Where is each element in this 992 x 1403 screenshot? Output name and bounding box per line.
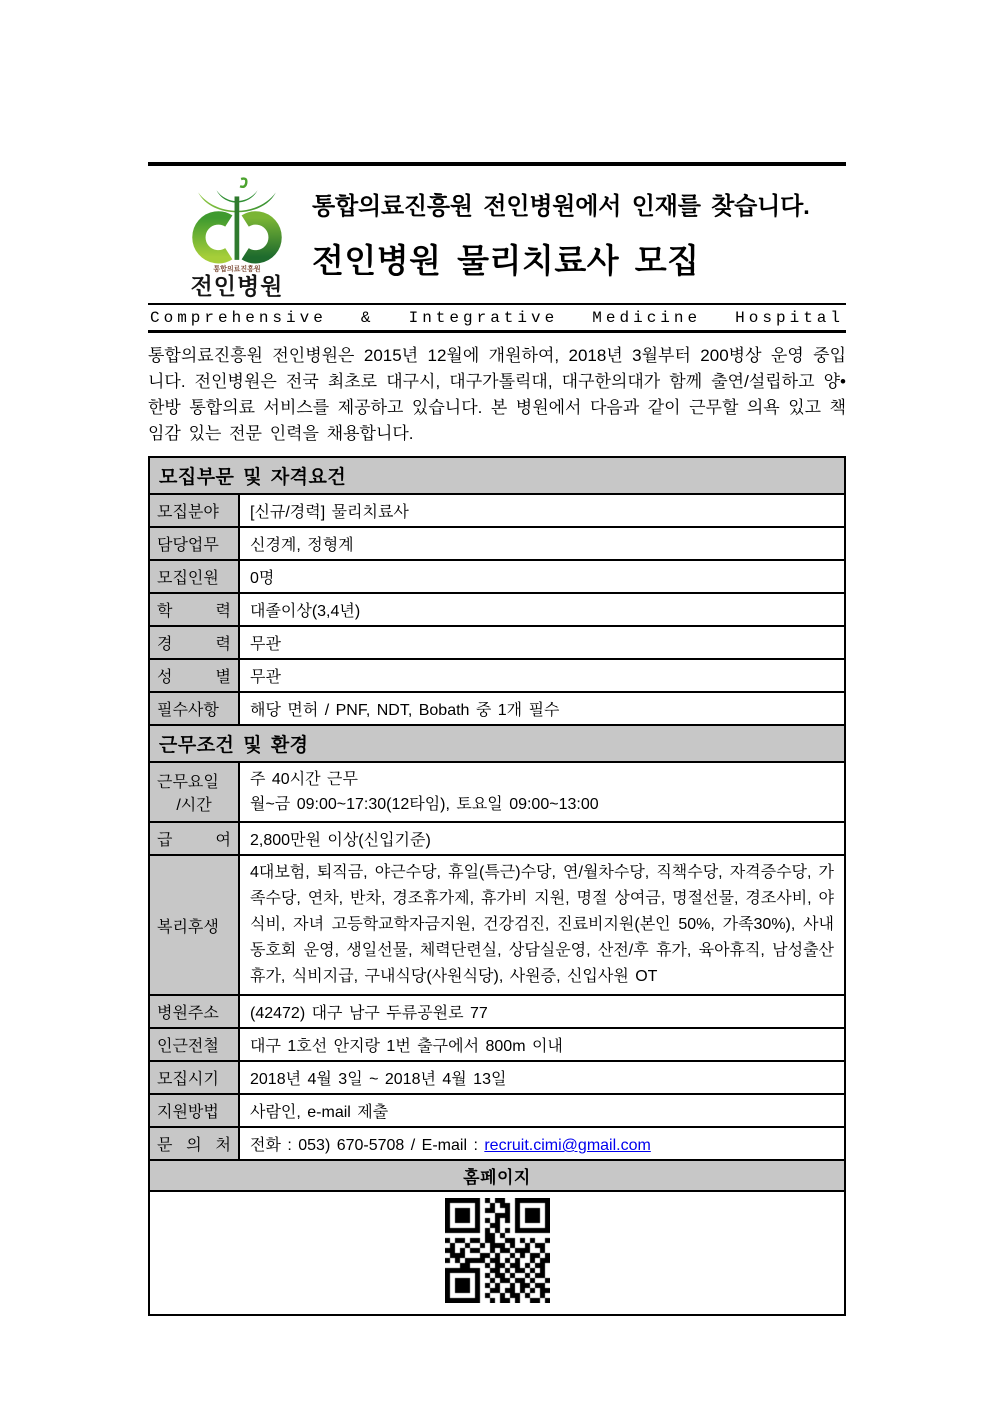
row-label: 모집분야 (149, 494, 239, 527)
masthead (148, 166, 846, 301)
row-value: 2,800만원 이상(신입기준) (239, 822, 845, 855)
row-label-line1: 근무요일 (157, 774, 219, 791)
row-value-line2: 월~금 09:00~17:30(12타임), 토요일 09:00~13:00 (250, 796, 599, 813)
row-label: 필수사항 (149, 692, 239, 725)
row-value-line1: 주 40시간 근무 (250, 771, 358, 788)
table-row (149, 762, 845, 822)
tagline: 통합의료진흥원 전인병원에서 인재를 찾습니다. (312, 193, 810, 220)
english-banner: Comprehensive & Integrative Medicine Hospital (148, 303, 846, 333)
section-header-homepage: 홈페이지 (149, 1160, 845, 1191)
table-row (149, 494, 845, 527)
row-value: 대졸이상(3,4년) (239, 593, 845, 626)
masthead-titles (312, 176, 810, 282)
table-row (149, 995, 845, 1028)
homepage-qr-code (445, 1198, 550, 1303)
row-value: 해당 면허 / PNF, NDT, Bobath 중 1개 필수 (239, 692, 845, 725)
section-row (149, 457, 845, 494)
row-value (239, 1127, 845, 1160)
row-label (149, 762, 239, 822)
row-value: 0명 (239, 560, 845, 593)
table-row (149, 626, 845, 659)
row-value: 신경계, 정형계 (239, 527, 845, 560)
row-value (239, 762, 845, 822)
hospital-logo (182, 176, 292, 299)
section-header-recruit: 모집부문 및 자격요건 (149, 457, 845, 494)
table-row (149, 855, 845, 995)
section-header-work: 근무조건 및 환경 (149, 725, 845, 762)
page-title: 전인병원 물리치료사 모집 (312, 242, 700, 279)
row-value: 무관 (239, 659, 845, 692)
row-label: 인근전철 (149, 1028, 239, 1061)
row-value: 2018년 4월 3일 ~ 2018년 4월 13일 (239, 1061, 845, 1094)
contact-phone-text: 전화 : 053) 670-5708 / E-mail : (250, 1137, 485, 1154)
table-row (149, 1061, 845, 1094)
document-content (148, 162, 846, 1316)
homepage-qr-cell (149, 1191, 845, 1315)
row-label: 급 여 (149, 822, 239, 855)
table-row (149, 659, 845, 692)
recruitment-table (148, 456, 846, 1316)
contact-email-link[interactable]: recruit.cimi@gmail.com (484, 1137, 651, 1154)
row-label: 모집인원 (149, 560, 239, 593)
row-label-line2: /시간 (176, 797, 212, 814)
row-label: 모집시기 (149, 1061, 239, 1094)
table-row (149, 692, 845, 725)
table-row (149, 822, 845, 855)
table-row (149, 527, 845, 560)
logo-small-text: 통합의료진흥원 (213, 266, 261, 273)
row-label: 학 력 (149, 593, 239, 626)
row-label: 지원방법 (149, 1094, 239, 1127)
row-label: 복리후생 (149, 855, 239, 995)
row-value: 사람인, e-mail 제출 (239, 1094, 845, 1127)
row-label: 담당업무 (149, 527, 239, 560)
section-row (149, 1160, 845, 1191)
table-row (149, 1094, 845, 1127)
row-label: 문 의 처 (149, 1127, 239, 1160)
table-row (149, 1127, 845, 1160)
row-value: 무관 (239, 626, 845, 659)
table-row (149, 593, 845, 626)
table-row (149, 1028, 845, 1061)
section-row (149, 725, 845, 762)
intro-paragraph: 통합의료진흥원 전인병원은 2015년 12월에 개원하여, 2018년 3월부터 200병상 운영 중입니다. 전인병원은 전국 최초로 대구시, 대구가톨릭대, 대구한의대가 함께 출연/설립하고 양•한방 통합의료 서비스를 제공하고 있습니다. 본 병원에서 다음과 같이 근무할 의욕 있고 책임감 있는 전문 인력을 채용합니다. (148, 346, 846, 443)
row-value: (42472) 대구 남구 두류공원로 77 (239, 995, 845, 1028)
row-label: 경 력 (149, 626, 239, 659)
row-label: 성 별 (149, 659, 239, 692)
table-row (149, 560, 845, 593)
row-label: 병원주소 (149, 995, 239, 1028)
logo-name-text: 전인병원 (190, 273, 284, 299)
row-value: 대구 1호선 안지랑 1번 출구에서 800m 이내 (239, 1028, 845, 1061)
row-value: 4대보험, 퇴직금, 야근수당, 휴일(특근)수당, 연/월차수당, 직책수당, 자격증수당, 가족수당, 연차, 반차, 경조휴가제, 휴가비 지원, 명절 상여금, 명절선물, 경조사비, 야식비, 자녀 고등학교학자금지원, 건강검진, 진료비지원(본인 50%, 가족30%), 사내동호회 운영, 생일선물, 체력단련실, 상담실운영, 산전/후 휴가, 육아휴직, 남성출산휴가, 식비지급, 구내식당(사원식당), 사원증, 신입사원 OT (239, 855, 845, 995)
hospital-tree-icon (185, 176, 289, 266)
row-value: [신규/경력] 물리치료사 (239, 494, 845, 527)
table-row (149, 1191, 845, 1315)
